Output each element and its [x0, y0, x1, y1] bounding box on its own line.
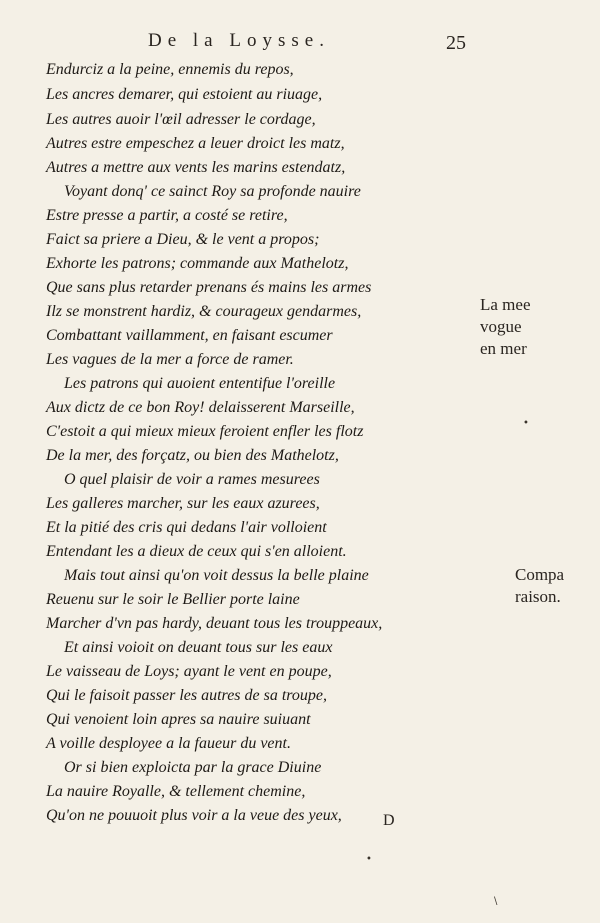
verse-line: Faict sa priere a Dieu, & le vent a propos; [46, 231, 320, 248]
verse-line: Les ancres demarer, qui estoient au riuage, [46, 86, 323, 103]
verse-line: Autres estre empeschez a leuer droict les matz, [46, 135, 345, 152]
side-note [480, 294, 531, 360]
verse-line: Marcher d'vn pas hardy, deuant tous les trouppeaux, [46, 615, 383, 632]
ink-dot: • [366, 854, 372, 865]
verse-line: Les autres auoir l'œil adresser le cordage, [46, 111, 316, 128]
verse-line: Exhorte les patrons; commande aux Mathelotz, [46, 255, 349, 272]
signature-mark: D [383, 812, 395, 829]
verse-line: O quel plaisir de voir a rames mesurees [64, 471, 320, 488]
verse-line: De la mer, des forçatz, ou bien des Mathelotz, [46, 447, 339, 464]
running-title: De la Loysse. [148, 30, 330, 51]
verse-line: Les patrons qui auoient ententifue l'oreille [64, 375, 336, 392]
ink-stroke: \ [494, 896, 498, 907]
verse-line: Les galleres marcher, sur les eaux azurees, [46, 495, 320, 512]
verse-line: Qui le faisoit passer les autres de sa troupe, [46, 687, 328, 704]
side-note-line: raison. [515, 587, 561, 606]
verse-line: Le vaisseau de Loys; ayant le vent en poupe, [46, 663, 332, 680]
verse-line: C'estoit a qui mieux mieux feroient enfler les flotz [46, 423, 364, 440]
verse-line: Les vagues de la mer a force de ramer. [46, 351, 294, 368]
verse-line: Combattant vaillamment, en faisant escumer [46, 327, 333, 344]
verse-line: Et la pitié des cris qui dedans l'air volloient [46, 519, 327, 536]
verse-line: Autres a mettre aux vents les marins estendatz, [46, 159, 346, 176]
verse-line: Endurciz a la peine, ennemis du repos, [46, 61, 294, 78]
verse-line: Entendant les a dieux de ceux qui s'en alloient. [46, 543, 347, 560]
verse-line: Mais tout ainsi qu'on voit dessus la belle plaine [64, 567, 369, 584]
verse-line: A voille desployee a la faueur du vent. [46, 735, 291, 752]
side-note-line: Compa [515, 565, 565, 584]
ink-dot: • [523, 418, 529, 429]
verse-line: La nauire Royalle, & tellement chemine, [46, 783, 306, 800]
verse-line: Voyant donq' ce sainct Roy sa profonde nauire [64, 183, 361, 200]
verse-line: Estre presse a partir, a costé se retire, [46, 207, 288, 224]
side-note-line: vogue [480, 317, 522, 336]
verse-line: Or si bien exploicta par la grace Diuine [64, 759, 322, 776]
side-note [515, 564, 564, 608]
side-note-line: en mer [480, 339, 527, 358]
verse-line: Aux dictz de ce bon Roy! delaisserent Marseille, [46, 399, 355, 416]
verse-line: Reuenu sur le soir le Bellier porte laine [46, 591, 300, 608]
verse-line: Et ainsi voioit on deuant tous sur les eaux [64, 639, 333, 656]
verse-line: Ilz se monstrent hardiz, & courageux gendarmes, [46, 303, 362, 320]
verse-line: Qu'on ne pouuoit plus voir a la veue des yeux, [46, 807, 342, 824]
verse-line: Que sans plus retarder prenans és mains les armes [46, 279, 372, 296]
page-number: 25 [446, 32, 466, 54]
verse-line: Qui venoient loin apres sa nauire suiuant [46, 711, 311, 728]
side-note-line: La mee [480, 295, 531, 314]
